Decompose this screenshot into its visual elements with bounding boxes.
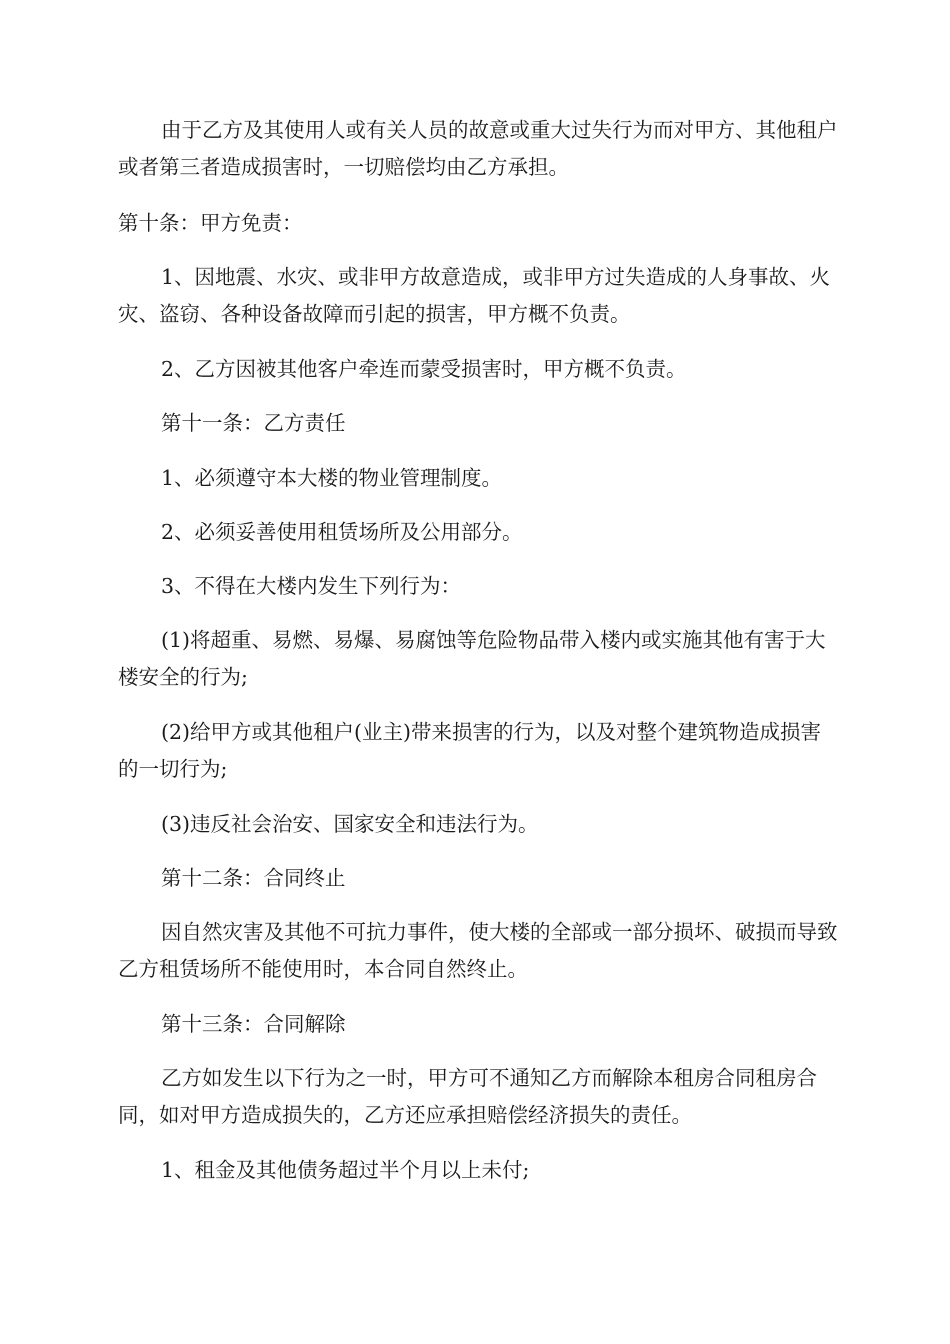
paragraph-prohibited-1: (1)将超重、易燃、易爆、易腐蚀等危险物品带入楼内或实施其他有害于大楼安全的行为; [118,628,826,689]
paragraph-duty-3: 3、不得在大楼内发生下列行为： [161,574,462,598]
paragraph-compensation: 由于乙方及其使用人或有关人员的故意或重大过失行为而对甲方、其他租户或者第三者造成损害时，一切赔偿均由乙方承担。 [118,118,838,179]
paragraph-duty-2: 2、必须妥善使用租赁场所及公用部分。 [161,520,523,544]
article-12-heading: 第十二条：合同终止 [161,866,346,890]
paragraph-termination: 因自然灾害及其他不可抗力事件，使大楼的全部或一部分损坏、破损而导致乙方租赁场所不能使用时，本合同自然终止。 [118,920,838,981]
article-11-heading: 第十一条：乙方责任 [161,411,346,435]
paragraph-rescission-1: 1、租金及其他债务超过半个月以上未付; [161,1158,530,1182]
paragraph-prohibited-3: (3)违反社会治安、国家安全和违法行为。 [161,812,539,836]
paragraph-rescission: 乙方如发生以下行为之一时，甲方可不通知乙方而解除本租房合同租房合同，如对甲方造成损失的，乙方还应承担赔偿经济损失的责任。 [118,1066,817,1127]
paragraph-duty-1: 1、必须遵守本大楼的物业管理制度。 [161,466,503,490]
article-13-heading: 第十三条：合同解除 [161,1012,346,1036]
paragraph-exemption-1: 1、因地震、水灾、或非甲方故意造成，或非甲方过失造成的人身事故、火灾、盗窃、各种设备故障而引起的损害，甲方概不负责。 [118,265,831,326]
paragraph-prohibited-2: (2)给甲方或其他租户(业主)带来损害的行为，以及对整个建筑物造成损害的一切行为; [118,720,822,781]
article-10-heading: 第十条：甲方免责： [118,211,303,235]
paragraph-exemption-2: 2、乙方因被其他客户牵连而蒙受损害时，甲方概不负责。 [161,357,687,381]
